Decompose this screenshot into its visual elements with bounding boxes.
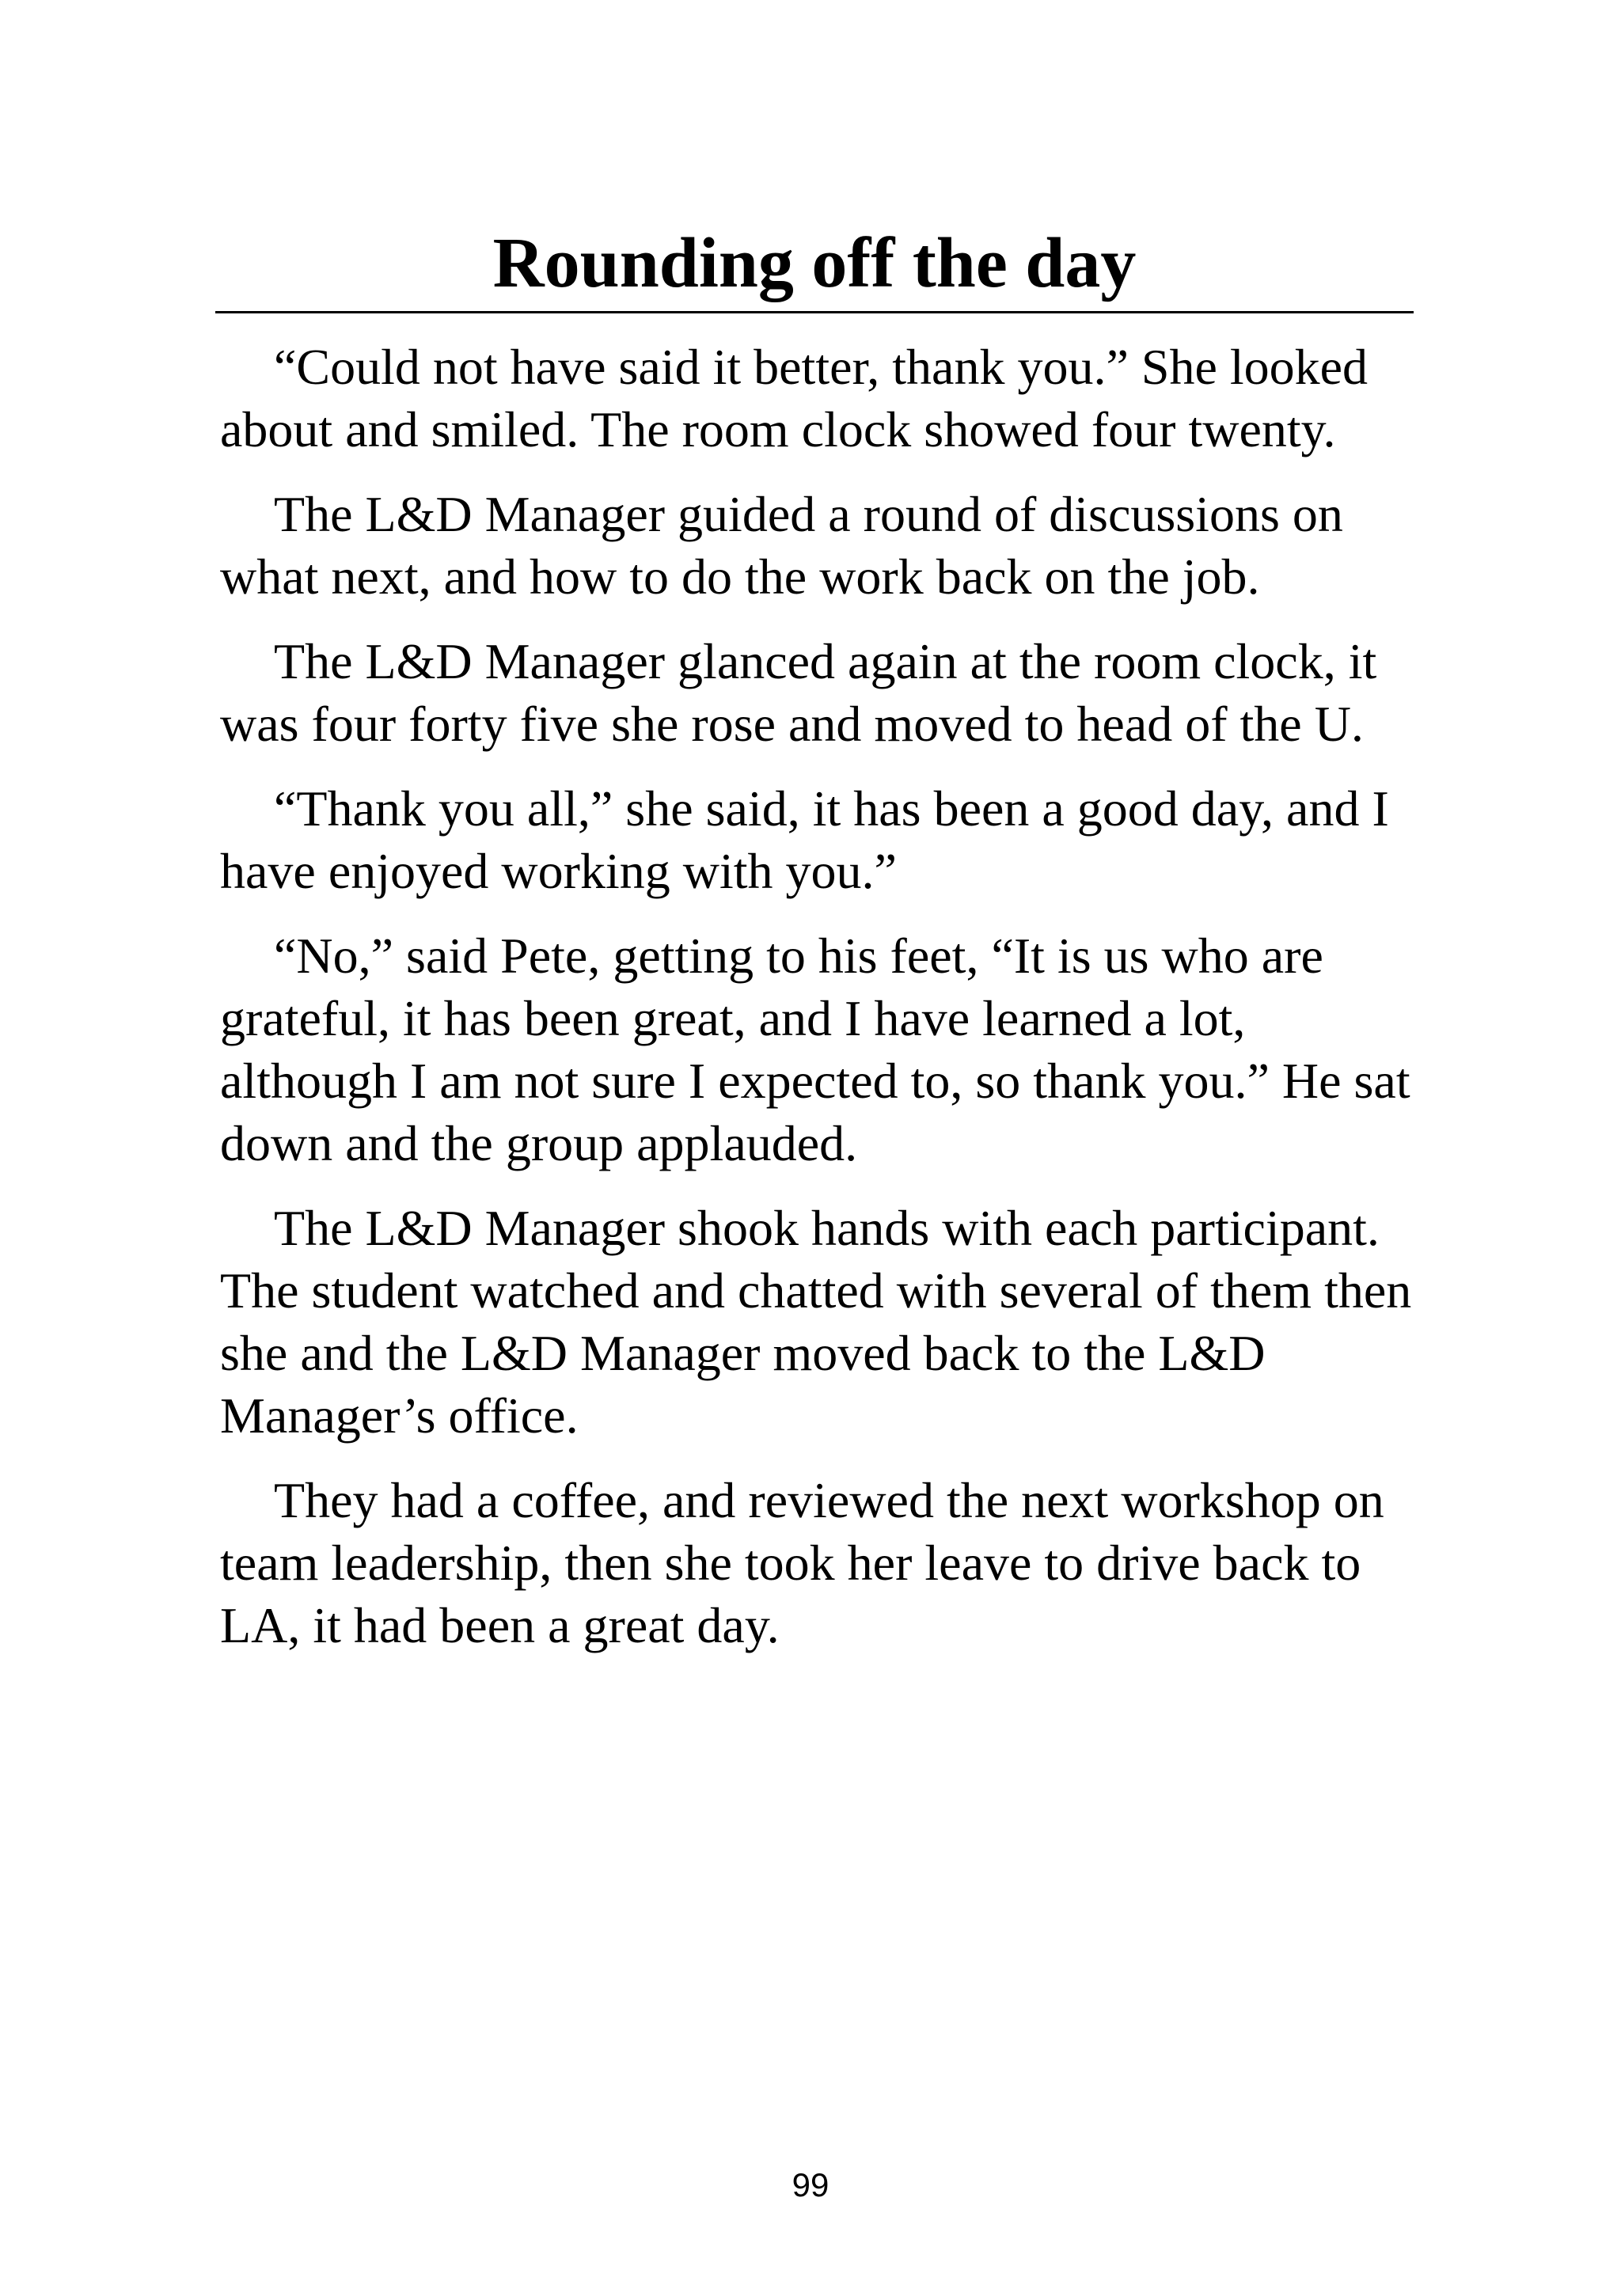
paragraph: The L&D Manager guided a round of discussions on what next, and how to do the work back on the job. xyxy=(220,486,1343,605)
chapter-title: Rounding off the day xyxy=(492,224,1137,302)
title-underline-rule xyxy=(215,311,1414,313)
paragraph: They had a coffee, and reviewed the next workshop on team leadership, then she took her leave to drive back to LA, it had been a great day. xyxy=(220,1472,1384,1653)
chapter-body xyxy=(220,336,1423,1679)
paragraph: “Could not have said it better, thank you.” She looked about and smiled. The room clock showed four twenty. xyxy=(220,339,1369,457)
paragraph: “No,” said Pete, getting to his feet, “It is us who are grateful, it has been great, and I have learned a lot, although I am not sure I expected to, so thank you.” He sat down and the group applauded. xyxy=(220,928,1410,1171)
paragraph: The L&D Manager glanced again at the room clock, it was four forty five she rose and moved to head of the U. xyxy=(220,633,1377,752)
page-number: 99 xyxy=(792,2166,829,2203)
paragraph: “Thank you all,” she said, it has been a good day, and I have enjoyed working with you.” xyxy=(220,780,1389,899)
paragraph: The L&D Manager shook hands with each participant. The student watched and chatted with several of them then she and the L&D Manager moved back to the L&D Manager’s office. xyxy=(220,1200,1412,1444)
